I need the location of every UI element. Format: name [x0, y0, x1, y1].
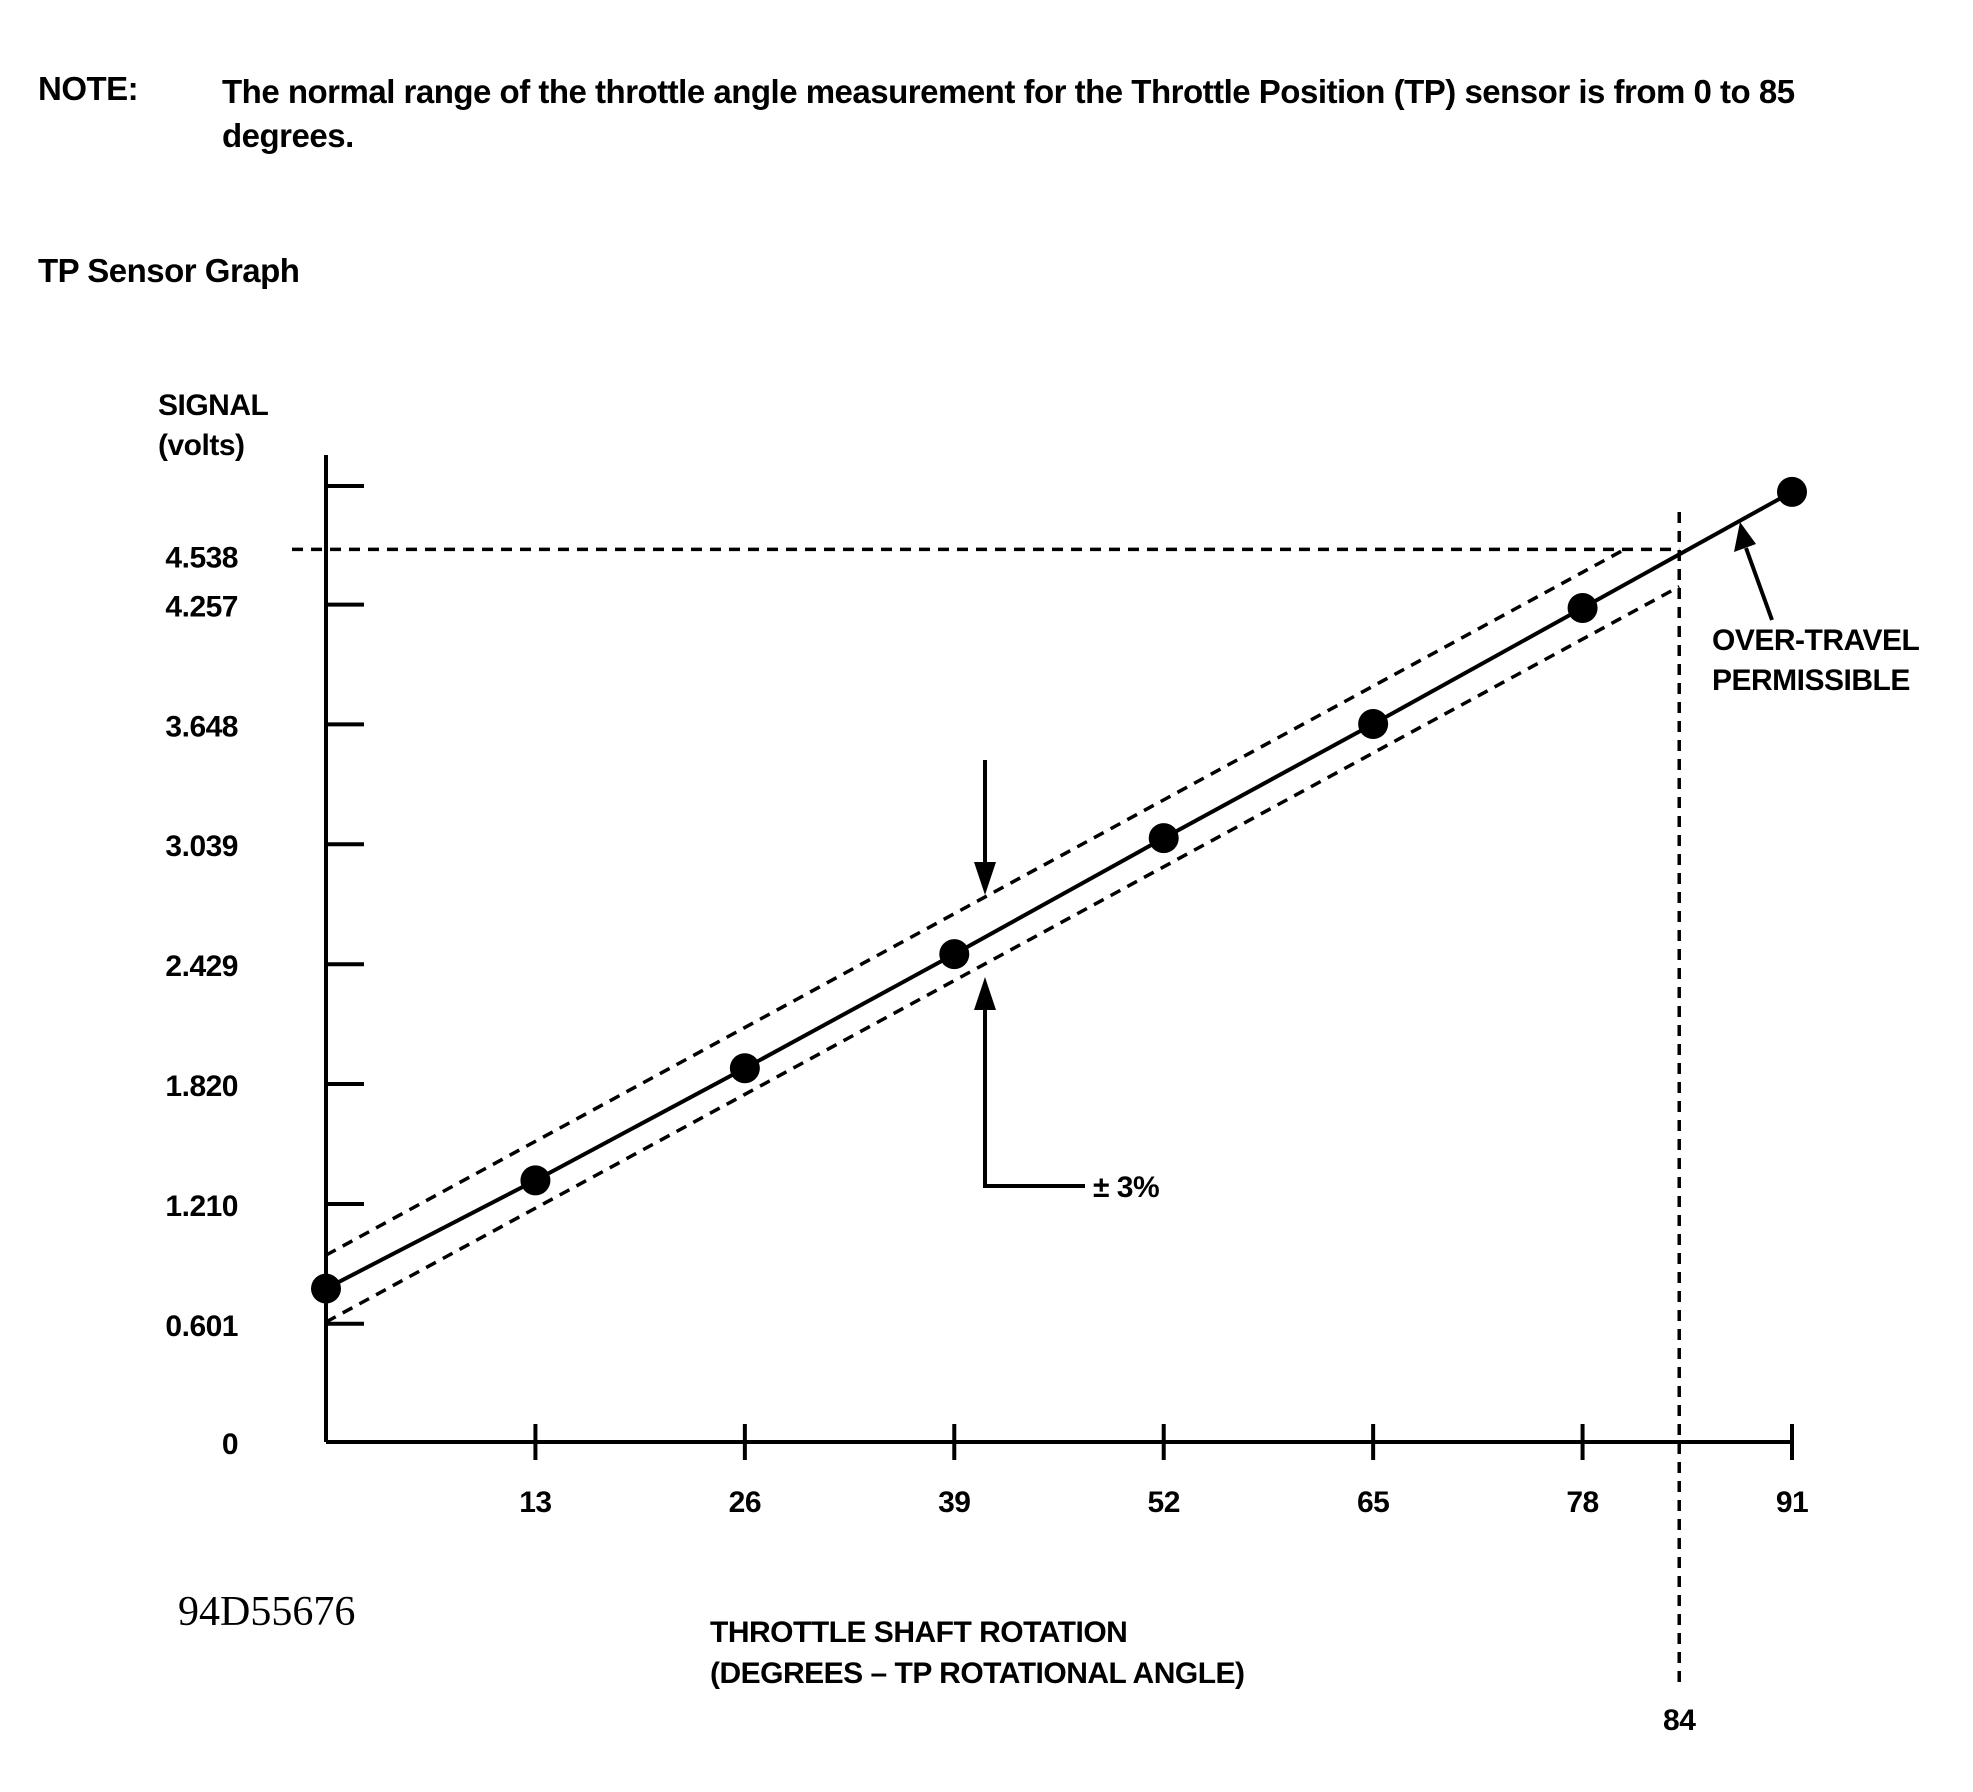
y-tick-label: 3.648	[165, 710, 238, 744]
y-tick-label: 4.257	[165, 590, 238, 624]
y-tick-label: 3.039	[165, 830, 238, 864]
data-point	[730, 1053, 760, 1083]
y-tick-label: 0	[221, 1428, 238, 1461]
y-tick-label: 1.210	[165, 1189, 238, 1223]
x-tick-label: 52	[1147, 1486, 1180, 1519]
x-tick-label: 78	[1566, 1486, 1599, 1519]
x-tick-label: 65	[1356, 1486, 1390, 1519]
tolerance-label: ± 3%	[1093, 1171, 1160, 1204]
data-point	[1149, 823, 1179, 853]
data-point	[939, 939, 969, 969]
overtravel-arrow	[1746, 548, 1772, 620]
tolerance-lower-line	[326, 587, 1679, 1322]
y-axis-label-line2: (volts)	[158, 429, 245, 462]
note-text: The normal range of the throttle angle measurement for the Throttle Position (TP) sensor is from 0 to 85 degrees.	[222, 73, 1795, 154]
overtravel-label-line2: PERMISSIBLE	[1712, 664, 1910, 697]
data-point	[1777, 477, 1807, 507]
x-tick-label: 26	[728, 1486, 762, 1519]
series-layer	[311, 477, 1807, 1304]
note-label: NOTE:	[38, 70, 139, 107]
x-axis-label-line2: (DEGREES – TP ROTATIONAL ANGLE)	[710, 1657, 1245, 1690]
tolerance-upper-line	[326, 549, 1625, 1255]
y-tick-label: 0.601	[165, 1309, 238, 1343]
reference-code: 94D55676	[178, 1589, 356, 1635]
tolerance-arrowhead-down	[974, 862, 996, 895]
y-tick-label: 2.429	[165, 950, 238, 984]
graph-title: TP Sensor Graph	[38, 252, 300, 289]
data-point	[1568, 593, 1598, 623]
x-axis-label-line1: THROTTLE SHAFT ROTATION	[710, 1616, 1128, 1649]
data-point	[520, 1165, 550, 1195]
y-axis-label-line1: SIGNAL	[158, 389, 269, 422]
y-tick-label: 1.820	[165, 1069, 238, 1103]
overtravel-label-line1: OVER-TRAVEL	[1712, 624, 1920, 657]
tolerance-arrow-up	[985, 1010, 1085, 1186]
reference-label-horizontal: 4.538	[165, 541, 238, 575]
x-tick-label: 91	[1775, 1486, 1809, 1519]
x-tick-label: 39	[938, 1486, 971, 1519]
reference-label-vertical: 84	[1663, 1704, 1696, 1737]
data-point	[1358, 709, 1388, 739]
data-point	[311, 1274, 341, 1304]
overtravel-arrowhead	[1734, 522, 1756, 552]
tolerance-arrowhead-up	[974, 977, 996, 1010]
x-tick-label: 13	[519, 1486, 552, 1519]
